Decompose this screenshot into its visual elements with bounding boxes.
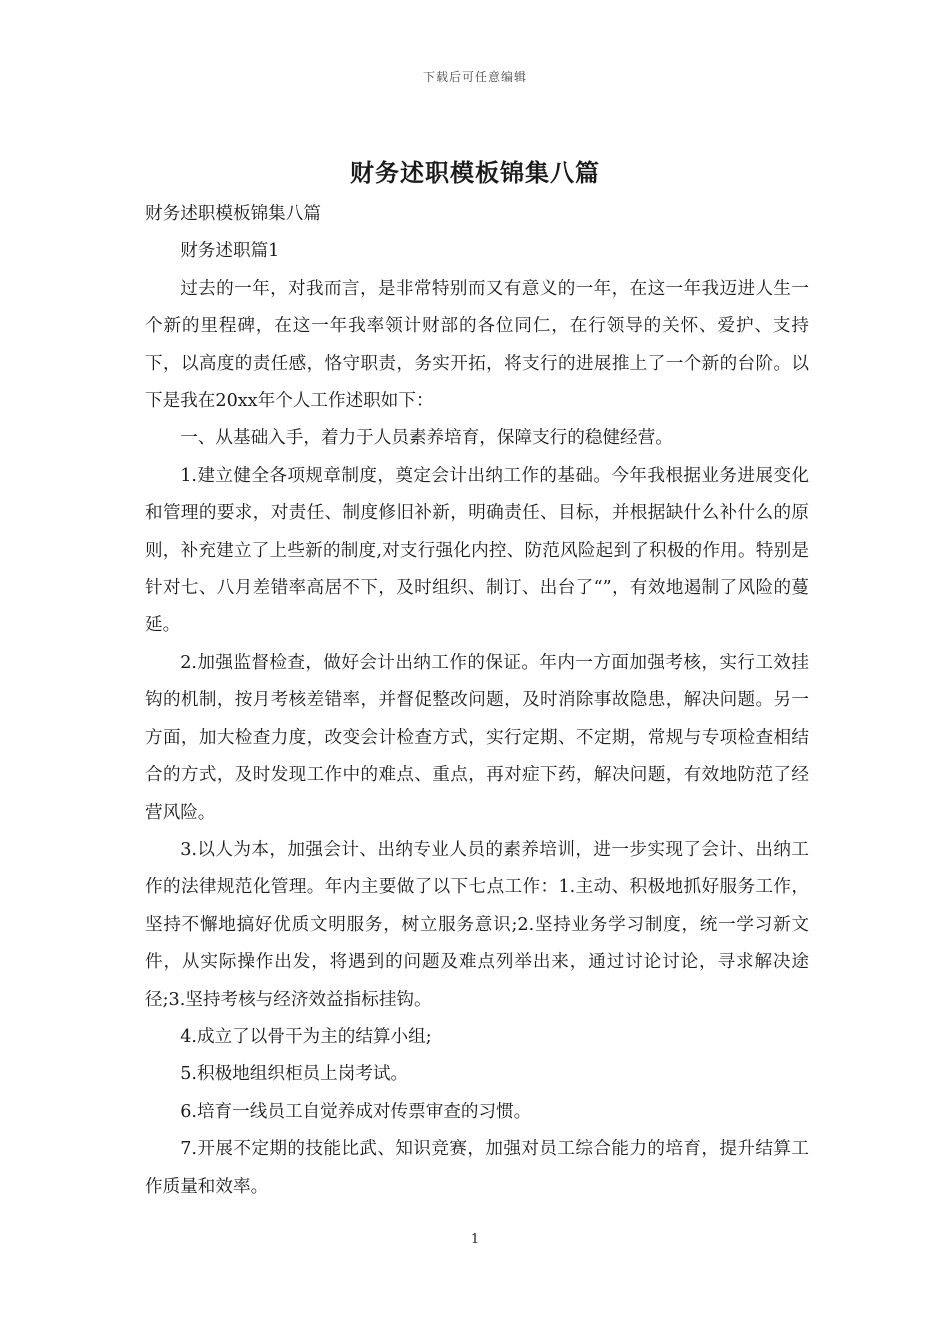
body-paragraph: 3.以人为本，加强会计、出纳专业人员的素养培训，进一步实现了会计、出纳工作的法律规范化管理。年内主要做了以下七点工作：1.主动、积极地抓好服务工作，坚持不懈地搞好优质文明服务，树立服务意识;2.坚持业务学习制度，统一学习新文件，从实际操作出发，将遇到的问题及难点列举出来，通过讨论讨论，寻求解决途径;3.坚持考核与经济效益指标挂钩。: [145, 839, 809, 1010]
document-title: 财务述职模板锦集八篇: [350, 158, 600, 187]
body-paragraph: 2.加强监督检查，做好会计出纳工作的保证。年内一方面加强考核，实行工效挂钩的机制，按月考核差错率，并督促整改问题，及时消除事故隐患，解决问题。另一方面，加大检查力度，改变会计检查方式，实行定期、不定期，常规与专项检查相结合的方式，及时发现工作中的难点、重点，再对症下药，解决问题，有效地防范了经营风险。: [145, 652, 809, 823]
page-header-note: 下载后可任意编辑: [422, 70, 527, 84]
body-paragraph: 4.成立了以骨干为主的结算小组;: [180, 1026, 432, 1047]
body-paragraph: 5.积极地组织柜员上岗考试。: [180, 1064, 409, 1085]
doc-subtitle: 财务述职模板锦集八篇: [145, 204, 321, 224]
page-number: 1: [470, 1232, 480, 1247]
section-heading: 财务述职篇1: [180, 241, 280, 262]
body-paragraph: 一、从基础入手，着力于人员素养培育，保障支行的稳健经营。: [180, 428, 673, 449]
body-paragraph: 7.开展不定期的技能比武、知识竞赛，加强对员工综合能力的培育，提升结算工作质量和效率。: [145, 1139, 809, 1197]
document-body: [145, 196, 809, 1206]
body-paragraph: 6.培育一线员工自觉养成对传票审查的习惯。: [180, 1101, 532, 1122]
body-paragraph: 1.建立健全各项规章制度，奠定会计出纳工作的基础。今年我根据业务进展变化和管理的要求，对责任、制度修旧补新，明确责任、目标，并根据缺什么补什么的原则，补充建立了上些新的制度,对支行强化内控、防范风险起到了积极的作用。特别是针对七、八月差错率高居不下，及时组织、制订、出台了“”，有效地遏制了风险的蔓延。: [145, 465, 809, 636]
body-paragraph: 过去的一年，对我而言，是非常特别而又有意义的一年，在这一年我迈进人生一个新的里程碑，在这一年我率领计财部的各位同仁，在行领导的关怀、爱护、支持下，以高度的责任感，恪守职责，务实开拓，将支行的进展推上了一个新的台阶。以下是我在20xx年个人工作述职如下：: [145, 278, 809, 412]
